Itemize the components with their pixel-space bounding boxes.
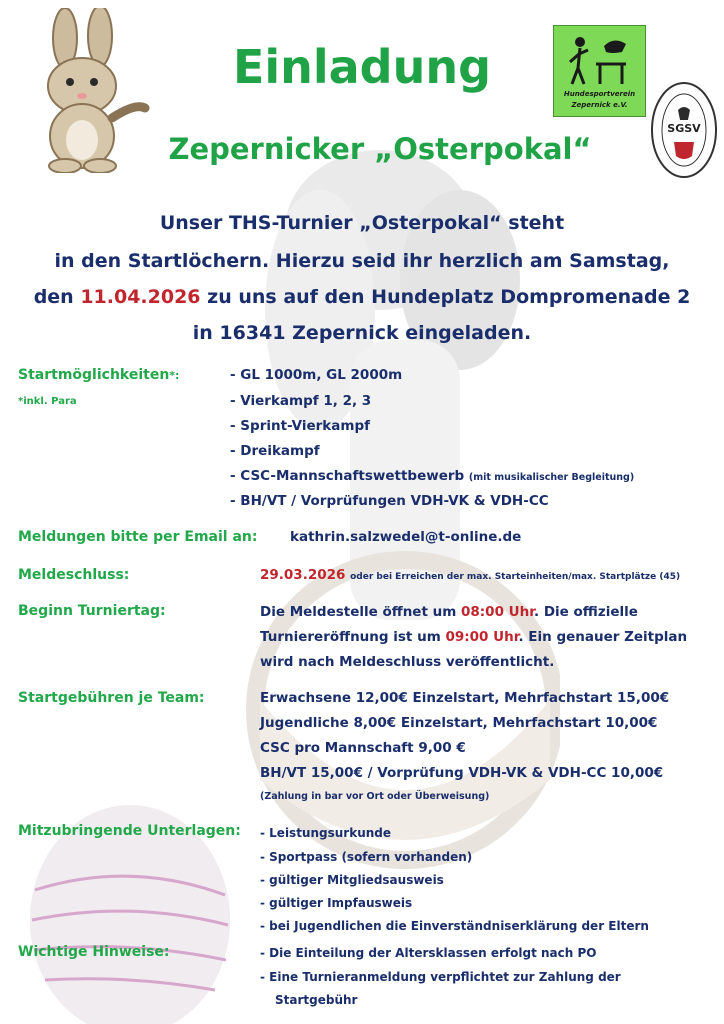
fee-line-4: BH/VT 15,00€ / Vorprüfung VDH-VK & VDH-CC 10,00€ — [260, 765, 664, 781]
intro-line-3-pre: den — [33, 286, 81, 308]
office-open-time: 08:00 Uhr — [461, 604, 534, 620]
intro-line-4: in 16341 Zepernick eingeladen. — [192, 322, 532, 344]
sgsv-logo-text: SGSV — [667, 122, 701, 135]
start-option-4: - Dreikampf — [230, 443, 320, 459]
document-item-4: - gültiger Impfausweis — [260, 896, 413, 910]
deadline-value — [260, 567, 680, 583]
intro-line-3-post: zu uns auf den Hundeplatz Dompromenade 2 — [200, 286, 691, 308]
start-option-5-text: - CSC-Mannschaftswettbewerb — [230, 468, 465, 484]
start-options-label — [18, 367, 179, 383]
sgsv-logo — [650, 80, 718, 180]
intro-line-1: Unser THS-Turnier „Osterpokal“ steht — [159, 212, 565, 234]
deadline-note: oder bei Erreichen der max. Starteinheiten/max. Startplätze (45) — [350, 572, 681, 582]
opening-time: 09:00 Uhr — [445, 629, 519, 645]
registration-email[interactable]: kathrin.salzwedel@t-online.de — [290, 529, 522, 545]
start-day-line-1-post: . Die offizielle — [533, 604, 638, 620]
start-day-label: Beginn Turniertag: — [18, 603, 166, 619]
fee-line-2: Jugendliche 8,00€ Einzelstart, Mehrfachstart 10,00€ — [260, 715, 658, 731]
note-item-3: Startgebühr — [275, 993, 358, 1007]
note-item-2: - Eine Turnieranmeldung verpflichtet zur Zahlung der — [260, 970, 621, 984]
fee-line-3: CSC pro Mannschaft 9,00 € — [260, 740, 466, 756]
para-note: *inkl. Para — [18, 396, 77, 407]
start-options-label-text: Startmöglichkeiten — [18, 367, 170, 383]
document-item-1: - Leistungsurkunde — [260, 826, 392, 840]
club-logo-line1: Hundesportverein — [563, 90, 636, 98]
fees-label: Startgebühren je Team: — [18, 690, 205, 706]
document-item-5: - bei Jugendlichen die Einverständniserklärung der Eltern — [260, 919, 649, 933]
fee-line-1: Erwachsene 12,00€ Einzelstart, Mehrfachstart 15,00€ — [260, 690, 670, 706]
start-option-2: - Vierkampf 1, 2, 3 — [230, 393, 372, 409]
tournament-date: 11.04.2026 — [80, 286, 201, 308]
club-logo-line2: Zepernick e.V. — [571, 101, 628, 109]
document-item-2: - Sportpass (sofern vorhanden) — [260, 850, 473, 864]
deadline-date: 29.03.2026 — [260, 567, 346, 583]
csc-music-note: (mit musikalischer Begleitung) — [468, 472, 635, 483]
intro-line-2: in den Startlöchern. Hierzu seid ihr herzlich am Samstag, — [54, 250, 670, 272]
notes-label: Wichtige Hinweise: — [18, 944, 170, 960]
start-option-5 — [230, 468, 634, 484]
deadline-label: Meldeschluss: — [18, 567, 130, 583]
start-day-line-1-pre: Die Meldestelle öffnet um — [260, 604, 461, 620]
start-option-3: - Sprint-Vierkampf — [230, 418, 371, 434]
start-day-line-2 — [260, 629, 687, 645]
note-item-1: - Die Einteilung der Altersklassen erfolgt nach PO — [260, 946, 597, 960]
start-day-line-1 — [260, 604, 638, 620]
page-subtitle: Zepernicker „Osterpokal“ — [168, 132, 592, 166]
start-option-6: - BH/VT / Vorprüfungen VDH-VK & VDH-CC — [230, 493, 549, 509]
document-item-3: - gültiger Mitgliedsausweis — [260, 873, 444, 887]
start-option-1: - GL 1000m, GL 2000m — [230, 367, 403, 383]
start-day-line-2-pre: Turniereröffnung ist um — [260, 629, 446, 645]
payment-note: (Zahlung in bar vor Ort oder Überweisung) — [260, 791, 490, 802]
intro-line-3 — [0, 286, 724, 308]
page-title: Einladung — [232, 40, 492, 94]
start-options-asterisk: *: — [169, 369, 180, 382]
documents-label: Mitzubringende Unterlagen: — [18, 823, 241, 839]
start-day-line-3: wird nach Meldeschluss veröffentlicht. — [260, 654, 555, 670]
start-day-line-2-post: . Ein genauer Zeitplan — [518, 629, 688, 645]
registration-label: Meldungen bitte per Email an: — [18, 529, 258, 545]
